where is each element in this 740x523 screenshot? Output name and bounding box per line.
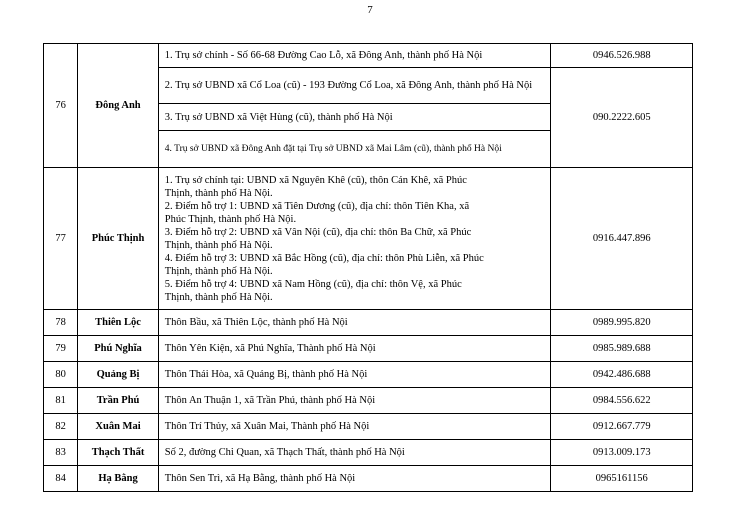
address-cell: 4. Trụ sở UBND xã Đông Anh đặt tại Trụ sở UBND xã Mai Lâm (cũ), thành phố Hà Nội	[158, 131, 551, 168]
phone-cell: 0985.989.688	[551, 336, 693, 362]
address-cell: Thôn Sen Trì, xã Hạ Bằng, thành phố Hà Nội	[158, 466, 551, 492]
row-number: 76	[44, 44, 78, 168]
row-number: 79	[44, 336, 78, 362]
address-cell: Thôn Yên Kiện, xã Phú Nghĩa, Thành phố Hà Nội	[158, 336, 551, 362]
table-row	[44, 336, 693, 362]
commune-name: Hạ Bằng	[78, 466, 158, 492]
commune-name: Phúc Thịnh	[78, 168, 158, 310]
commune-name: Thạch Thất	[78, 440, 158, 466]
table-row	[44, 44, 693, 68]
row-number: 78	[44, 310, 78, 336]
phone-cell: 0913.009.173	[551, 440, 693, 466]
address-cell: 1. Trụ sở chính - Số 66-68 Đường Cao Lỗ, xã Đông Anh, thành phố Hà Nội	[158, 44, 551, 68]
address-line: Thịnh, thành phố Hà Nội.	[164, 291, 273, 303]
row-number: 81	[44, 388, 78, 414]
row-number: 82	[44, 414, 78, 440]
table-row	[44, 466, 693, 492]
phone-cell: 090.2222.605	[551, 68, 693, 168]
phone-cell: 0989.995.820	[551, 310, 693, 336]
commune-name: Đông Anh	[78, 44, 158, 168]
row-number: 84	[44, 466, 78, 492]
page-number: 7	[367, 4, 373, 16]
address-line: Thịnh, thành phố Hà Nội.	[164, 265, 273, 277]
commune-name: Thiên Lộc	[78, 310, 158, 336]
address-cell: Số 2, đường Chi Quan, xã Thạch Thất, thành phố Hà Nội	[158, 440, 551, 466]
commune-name: Xuân Mai	[78, 414, 158, 440]
commune-name: Trần Phú	[78, 388, 158, 414]
phone-cell: 0946.526.988	[551, 44, 693, 68]
phone-cell: 0984.556.622	[551, 388, 693, 414]
row-number: 80	[44, 362, 78, 388]
address-cell: Thôn Bầu, xã Thiên Lộc, thành phố Hà Nội	[158, 310, 551, 336]
address-cell: Thôn An Thuận 1, xã Trần Phú, thành phố Hà Nội	[158, 388, 551, 414]
address-line: Phúc Thịnh, thành phố Hà Nội.	[164, 213, 297, 225]
phone-cell: 0965161156	[551, 466, 693, 492]
address-cell: Thôn Thái Hòa, xã Quảng Bị, thành phố Hà Nội	[158, 362, 551, 388]
commune-name: Phú Nghĩa	[78, 336, 158, 362]
address-line: Thịnh, thành phố Hà Nội.	[164, 187, 273, 199]
address-cell	[158, 168, 551, 310]
table-row	[44, 440, 693, 466]
row-number: 77	[44, 168, 78, 310]
table-row	[44, 310, 693, 336]
phone-cell: 0912.667.779	[551, 414, 693, 440]
table-row	[44, 414, 693, 440]
office-table	[43, 43, 693, 492]
row-number: 83	[44, 440, 78, 466]
phone-cell: 0916.447.896	[551, 168, 693, 310]
address-line: 3. Điểm hỗ trợ 2: UBND xã Vân Nội (cũ), địa chỉ: thôn Ba Chữ, xã Phúc	[164, 226, 472, 238]
commune-name: Quảng Bị	[78, 362, 158, 388]
address-line: 5. Điểm hỗ trợ 4: UBND xã Nam Hồng (cũ), địa chỉ: thôn Vệ, xã Phúc	[164, 278, 462, 290]
address-cell: 3. Trụ sở UBND xã Việt Hùng (cũ), thành phố Hà Nội	[158, 104, 551, 131]
address-line: 2. Điểm hỗ trợ 1: UBND xã Tiên Dương (cũ), địa chỉ: thôn Tiên Kha, xã	[164, 200, 470, 212]
table-row	[44, 168, 693, 310]
table-row	[44, 362, 693, 388]
address-cell: Thôn Trí Thủy, xã Xuân Mai, Thành phố Hà Nội	[158, 414, 551, 440]
address-cell: 2. Trụ sở UBND xã Cổ Loa (cũ) - 193 Đường Cổ Loa, xã Đông Anh, thành phố Hà Nội	[158, 68, 551, 104]
table-row	[44, 388, 693, 414]
phone-cell: 0942.486.688	[551, 362, 693, 388]
address-line: 1. Trụ sở chính tại: UBND xã Nguyên Khê (cũ), thôn Cán Khê, xã Phúc	[164, 174, 467, 186]
address-line: Thịnh, thành phố Hà Nội.	[164, 239, 273, 251]
address-line: 4. Điểm hỗ trợ 3: UBND xã Bắc Hồng (cũ), địa chỉ: thôn Phù Liễn, xã Phúc	[164, 252, 484, 264]
